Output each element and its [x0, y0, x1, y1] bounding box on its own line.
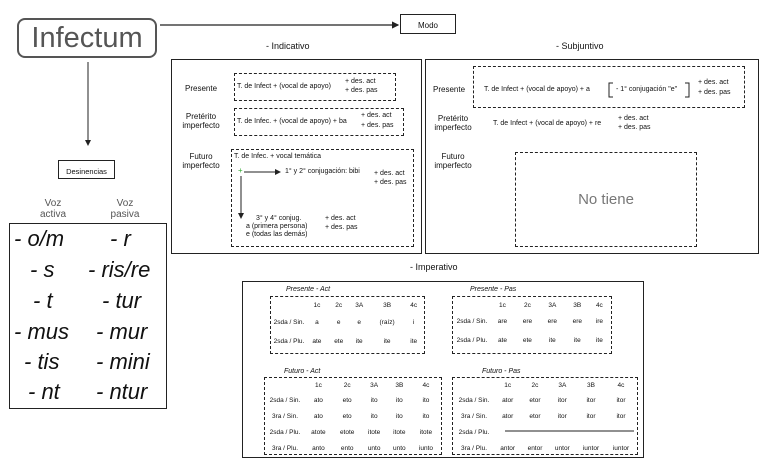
table-row: 2sda / Sin. a e e (raíz) i: [273, 318, 415, 326]
ending-act-0: - o/m: [14, 226, 65, 251]
ind-preterito-label: Pretérito imperfecto: [182, 112, 220, 130]
ending-act-4: - tis: [24, 349, 60, 374]
ind-futuro-plus: +: [238, 166, 243, 175]
ind-futuro-12-des-pas: + des. pas: [374, 179, 407, 186]
voz-activa-heading: Voz activa: [39, 198, 67, 220]
table-row: 3ra / Sin. ato eto ito ito ito: [271, 412, 430, 420]
table-row: 3ra / Plu. antor entor untor iuntor iuntor: [460, 444, 630, 452]
ending-pas-4: - mini: [96, 349, 150, 374]
ind-futuro-34-des-pas: + des. pas: [325, 224, 358, 231]
ind-presente-label: Presente: [185, 84, 218, 93]
imperativo-heading: - Imperativo: [410, 262, 458, 272]
table-row: 2sda / Sin. ator etor itor itor itor: [458, 396, 626, 404]
desinencias-box: [58, 160, 115, 179]
table-row: 2sda / Sin. ato eto ito ito ito: [269, 396, 430, 404]
subj-presente-formula: T. de Infect + (vocal de apoyo) + a: [484, 86, 590, 93]
pres-act-title: Presente - Act: [286, 286, 331, 293]
ending-pas-3: - mur: [96, 319, 148, 344]
fut-act-table: 1c 2c 3A 3B 4c 2sda / Sin. ato eto ito ito ito 3ra / Sin. ato eto ito ito ito 2sda / Plu. atote etote itote itote itote 3ra / Plu. anto ento unto unto iunto: [266, 379, 440, 456]
fut-pas-title: Futuro - Pas: [482, 368, 521, 375]
ind-presente-des-pas: + des. pas: [345, 87, 378, 94]
fut-pas-table: 1c 2c 3A 3B 4c 2sda / Sin. ator etor itor itor itor 3ra / Sin. ator etor itor itor itor 2sda / Plu. 3ra / Plu. antor entor untor iuntor iuntor: [454, 379, 636, 456]
pres-pas-table: 1c 2c 3A 3B 4c 2sda / Sin. are ere ere ere ire 2sda / Plu. ate ete ite ite ite: [454, 299, 609, 350]
subj-presente-des-act: + des. act: [698, 79, 729, 86]
desinencias-label: Desinencias: [66, 167, 107, 176]
ind-futuro-34: 3° y 4° conjug. a (primera persona) e (todas las demás): [246, 215, 308, 238]
ind-futuro-34-des-act: + des. act: [325, 215, 356, 222]
ind-presente-formula: T. de Infect + (vocal de apoyo): [237, 83, 331, 90]
subj-presente-des-pas: + des. pas: [698, 89, 731, 96]
indicativo-heading: - Indicativo: [266, 41, 310, 51]
table-row: 2sda / Plu.: [458, 428, 490, 436]
ending-pas-0: - r: [110, 226, 131, 251]
ending-act-1: - s: [30, 257, 55, 282]
ind-preterito-des-pas: + des. pas: [361, 122, 394, 129]
subj-presente-bracket: - 1° conjugación "e": [616, 86, 678, 93]
subj-preterito-label: Pretérito imperfecto: [434, 114, 472, 132]
subj-preterito-des-act: + des. act: [618, 115, 649, 122]
voz-pasiva-heading: Voz pasiva: [110, 198, 140, 220]
ending-pas-2: - tur: [102, 288, 142, 313]
table-row: 2sda / Plu. ate ete ite ite ite: [273, 337, 418, 345]
ind-preterito-des-act: + des. act: [361, 112, 392, 119]
subj-futuro-label: Futuro imperfecto: [434, 152, 472, 170]
subjuntivo-heading: - Subjuntivo: [556, 41, 604, 51]
subj-preterito-des-pas: + des. pas: [618, 124, 651, 131]
ind-futuro-12-des-act: + des. act: [374, 170, 405, 177]
ind-futuro-line1: T. de Infec. + vocal temática: [234, 153, 321, 160]
pres-act-table: 1c 2c 3A 3B 4c 2sda / Sin. a e e (raíz) i 2sda / Plu. ate ete ite ite ite: [272, 299, 422, 350]
ind-preterito-formula: T. de Infec. + (vocal de apoyo) + ba: [237, 118, 347, 125]
table-row: 3ra / Sin. ator etor itor itor itor: [460, 412, 626, 420]
title: Infectum: [31, 22, 143, 54]
modo-box: [400, 14, 456, 34]
subj-preterito-formula: T. de Infect + (vocal de apoyo) + re: [493, 120, 602, 127]
ending-act-5: - nt: [28, 379, 60, 404]
table-row: 2sda / Plu. atote etote itote itote itote: [269, 428, 433, 436]
subj-presente-label: Presente: [433, 85, 466, 94]
subj-no-tiene: No tiene: [578, 191, 634, 208]
fut-act-title: Futuro - Act: [284, 368, 321, 375]
table-row: 2sda / Sin. are ere ere ere ire: [456, 317, 603, 325]
ind-futuro-label: Futuro imperfecto: [182, 152, 220, 170]
ending-pas-1: - ris/re: [88, 257, 151, 282]
ind-presente-des-act: + des. act: [345, 78, 376, 85]
modo-label: Modo: [417, 21, 438, 30]
pres-pas-title: Presente - Pas: [470, 286, 517, 293]
ind-futuro-12: 1° y 2° conjugación: bibi: [285, 168, 360, 175]
ending-pas-5: - ntur: [96, 379, 148, 404]
table-row: 3ra / Plu. anto ento unto unto iunto: [271, 444, 433, 452]
ending-act-2: - t: [33, 288, 53, 313]
table-row: 2sda / Plu. ate ete ite ite ite: [456, 336, 603, 344]
ending-act-3: - mus: [14, 319, 69, 344]
